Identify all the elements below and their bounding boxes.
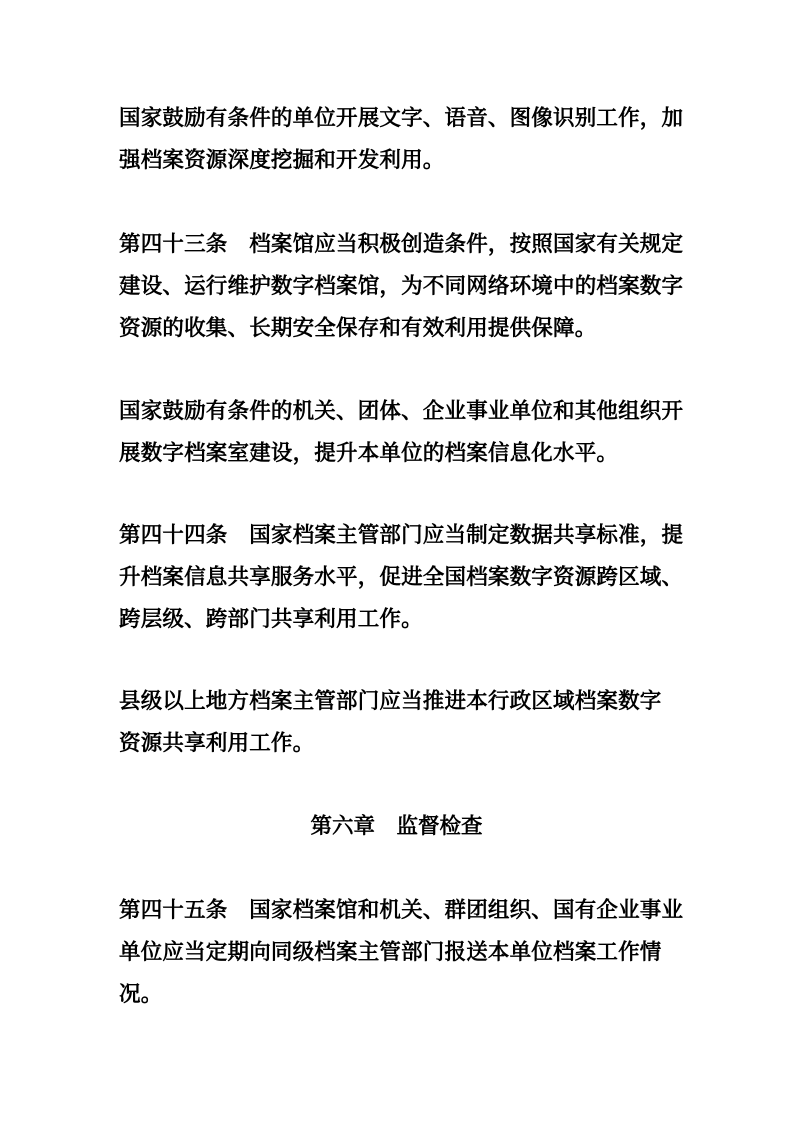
article-45-line: 第四十五条 国家档案馆和机关、群团组织、国有企业事业 [119,898,684,923]
article-43-line: 建设、运行维护数字档案馆，为不同网络环境中的档案数字 [119,274,684,299]
paragraph-line: 国家鼓励有条件的单位开展文字、语音、图像识别工作，加 [119,106,684,131]
article-44-line: 跨层级、跨部门共享利用工作。 [119,607,423,632]
article-45-line: 况。 [119,982,163,1007]
chapter-heading: 第六章 监督检查 [310,814,483,839]
paragraph-line: 强档案资源深度挖掘和开发利用。 [119,148,445,173]
article-44-line: 第四十四条 国家档案主管部门应当制定数据共享标准，提 [119,523,684,548]
paragraph-line: 展数字档案室建设，提升本单位的档案信息化水平。 [119,441,619,466]
paragraph-line: 县级以上地方档案主管部门应当推进本行政区域档案数字 [119,689,662,714]
article-45-line: 单位应当定期向同级档案主管部门报送本单位档案工作情 [119,940,662,965]
paragraph-line: 国家鼓励有条件的机关、团体、企业事业单位和其他组织开 [119,399,684,424]
article-44-line: 升档案信息共享服务水平，促进全国档案数字资源跨区域、 [119,565,684,590]
article-43-line: 资源的收集、长期安全保存和有效利用提供保障。 [119,316,597,341]
paragraph-line: 资源共享利用工作。 [119,731,315,756]
article-43-line: 第四十三条 档案馆应当积极创造条件，按照国家有关规定 [119,232,684,257]
